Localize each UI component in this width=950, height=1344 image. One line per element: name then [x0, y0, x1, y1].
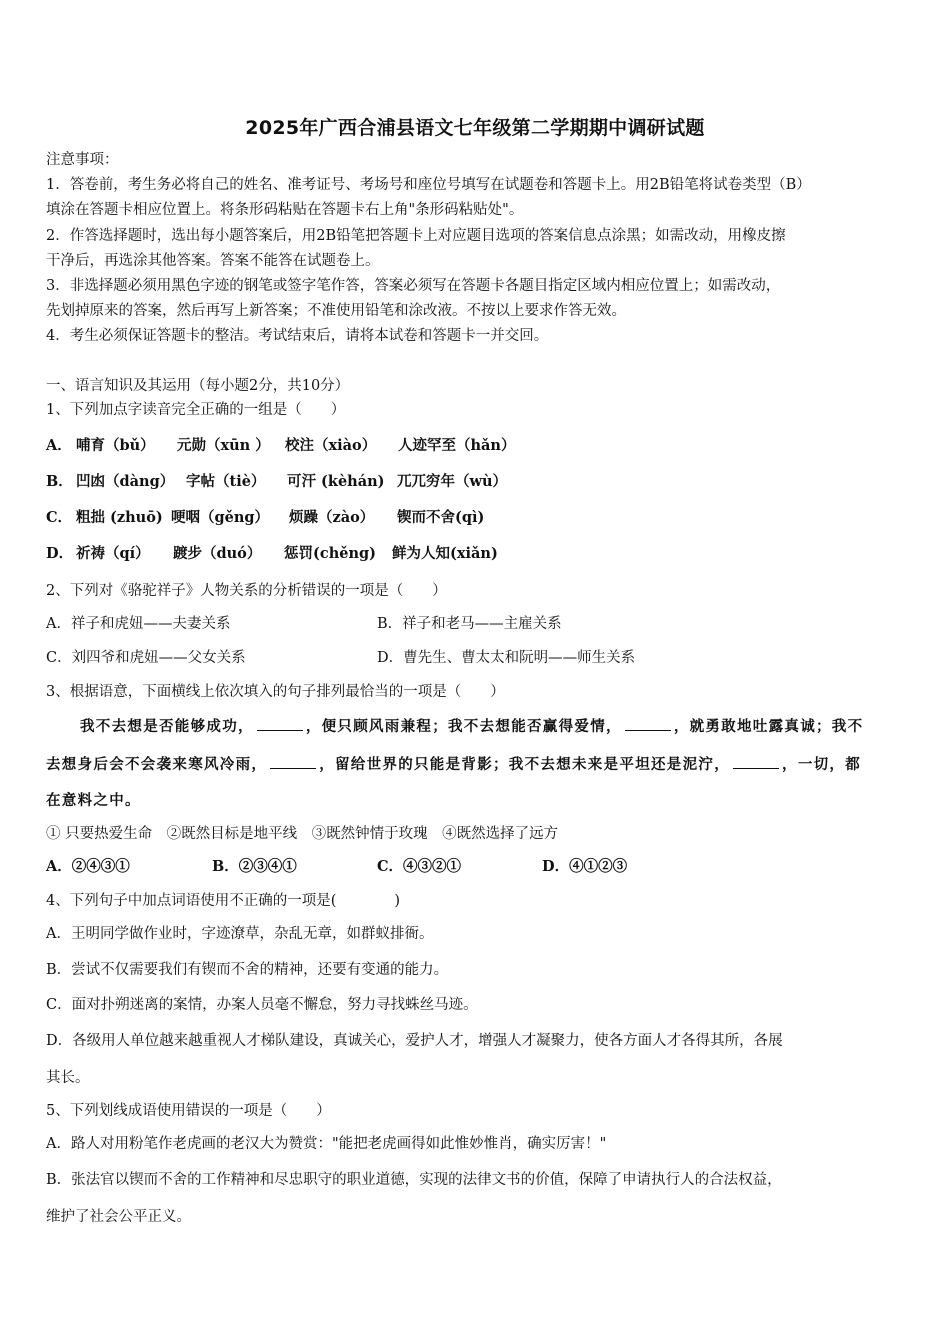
q2-option-d: D．曹先生、曹太太和阮明——师生关系	[377, 650, 636, 666]
notice-line-1a: 1．答卷前，考生务必将自己的姓名、准考证号、考场号和座位号填写在试题卷和答题卡上。用2B铅笔将试卷类型（B）	[46, 177, 811, 193]
section-heading: 一、语言知识及其运用（每小题2分，共10分）	[46, 378, 350, 394]
q1-option-d-label: D．	[46, 545, 74, 562]
q5-option-a: A．路人对用粉笔作老虎画的老汉大为赞赏："能把老虎画得如此惟妙惟肖，确实厉害！"	[46, 1136, 607, 1152]
q3-option-a: A．②④③①	[46, 858, 130, 875]
q1-option-b-item: 可汗 (kèhán)	[287, 473, 385, 490]
q1-option-c-label: C．	[46, 509, 73, 526]
q1-option-c-item: 烦躁（zào）	[289, 509, 375, 526]
q3-passage-text: ，留给世界的只能是背影；我不去想未来是平坦还是泥泞，	[319, 756, 731, 773]
q3-blank	[625, 716, 671, 731]
q3-blank	[257, 716, 303, 731]
q4-option-c: C．面对扑朔迷离的案情，办案人员毫不懈怠，努力寻找蛛丝马迹。	[46, 997, 478, 1013]
notice-line-3b: 先划掉原来的答案，然后再写上新答案；不准使用铅笔和涂改液。不按以上要求作答无效。	[46, 303, 626, 319]
q3-choices: ① 只要热爱生命 ②既然目标是地平线 ③既然钟情于玫瑰 ④既然选择了远方	[46, 826, 559, 842]
q3-passage-line: 在意料之中。	[46, 792, 141, 809]
q1-option-b-item: 兀兀穷年（wù）	[397, 473, 508, 490]
notice-line-3a: 3．非选择题必须用黑色字迹的钢笔或签字笔作答，答案必须写在答题卡各题目指定区域内相应位置上；如需改动，	[46, 278, 781, 294]
q4-option-d-line1: D．各级用人单位越来越重视人才梯队建设，真诚关心，爱护人才，增强人才凝聚力，使各方面人才各得其所，各展	[46, 1033, 783, 1049]
q3-passage-line	[80, 716, 863, 737]
q3-passage-text: ，一切，都	[782, 756, 862, 773]
notice-line-2a: 2．作答选择题时，选出每小题答案后，用2B铅笔把答题卡上对应题目选项的答案信息点涂黑；如需改动，用橡皮擦	[46, 228, 786, 244]
q3-passage-text: ，就勇敢地吐露真诚；我不	[673, 718, 864, 735]
q3-blank	[733, 754, 779, 769]
question-3-stem: 3、根据语意，下面横线上依次填入的句子排列最恰当的一项是（ ）	[46, 684, 505, 700]
q1-option-a-item: 人迹罕至（hǎn）	[398, 437, 516, 454]
question-4-stem: 4、下列句子中加点词语使用不正确的一项是( )	[46, 893, 401, 909]
q4-option-b: B．尝试不仅需要我们有锲而不舍的精神，还要有变通的能力。	[46, 962, 449, 978]
q1-option-d-item: 惩罚(chěng)	[284, 545, 376, 562]
q1-option-a-item: 哺育（bǔ）	[76, 437, 155, 454]
q4-option-a: A．王明同学做作业时，字迹潦草，杂乱无章，如群蚁排衙。	[46, 926, 434, 942]
q1-option-a-item: 校注（xiào）	[285, 437, 377, 454]
q3-passage-text: 我不去想是否能够成功，	[80, 718, 254, 735]
q5-option-b-line1: B．张法官以锲而不舍的工作精神和尽忠职守的职业道德，实现的法律文书的价值，保障了申请执行人的合法权益，	[46, 1172, 782, 1188]
notice-line-2b: 干净后，再选涂其他答案。答案不能答在试题卷上。	[46, 253, 380, 269]
q3-option-b: B．②③④①	[212, 858, 297, 875]
q5-option-b-line2: 维护了社会公平正义。	[46, 1209, 191, 1225]
q3-option-c: C．④③②①	[377, 858, 462, 875]
q1-option-c-item: 锲而不舍(qì)	[397, 509, 485, 526]
q1-option-c-item: 粗拙 (zhuō)	[76, 509, 163, 526]
q1-option-a-item: 元勋（xūn ）	[177, 437, 270, 454]
q1-option-b-item: 凹凼（dàng）	[76, 473, 175, 490]
question-5-stem: 5、下列划线成语使用错误的一项是（ ）	[46, 1103, 331, 1119]
q1-option-d-item: 祈祷（qí）	[76, 545, 150, 562]
q1-option-c-item: 哽咽（gěng）	[171, 509, 270, 526]
q1-option-a-label: A．	[46, 437, 72, 454]
question-1-stem: 1、下列加点字读音完全正确的一组是（ ）	[46, 402, 346, 418]
question-2-stem: 2、下列对《骆驼祥子》人物关系的分析错误的一项是（ ）	[46, 583, 447, 599]
q2-option-c: C．刘四爷和虎妞——父女关系	[46, 650, 246, 666]
q3-blank	[270, 754, 316, 769]
page-title: 2025年广西合浦县语文七年级第二学期期中调研试题	[245, 117, 705, 139]
q2-option-a: A．祥子和虎妞——夫妻关系	[46, 616, 231, 632]
q3-passage-text: ，便只顾风雨兼程；我不去想能否赢得爱情，	[305, 718, 622, 735]
q1-option-d-item: 鲜为人知(xiǎn)	[392, 545, 498, 562]
notice-heading: 注意事项：	[46, 152, 119, 168]
q1-option-d-item: 踱步（duó）	[173, 545, 262, 562]
notice-line-1b: 填涂在答题卡相应位置上。将条形码粘贴在答题卡右上角"条形码粘贴处"。	[46, 202, 524, 218]
q3-option-d: D．④①②③	[542, 858, 628, 875]
q2-option-b: B．祥子和老马——主雇关系	[377, 616, 562, 632]
notice-line-4: 4．考生必须保证答题卡的整洁。考试结束后，请将本试卷和答题卡一并交回。	[46, 328, 549, 344]
q1-option-b-label: B．	[46, 473, 73, 490]
q1-option-b-item: 字帖（tiè）	[186, 473, 266, 490]
q3-passage-line	[46, 754, 861, 775]
q4-option-d-line2: 其长。	[46, 1070, 90, 1086]
q3-passage-text: 去想身后会不会袭来寒风冷雨，	[46, 756, 268, 773]
